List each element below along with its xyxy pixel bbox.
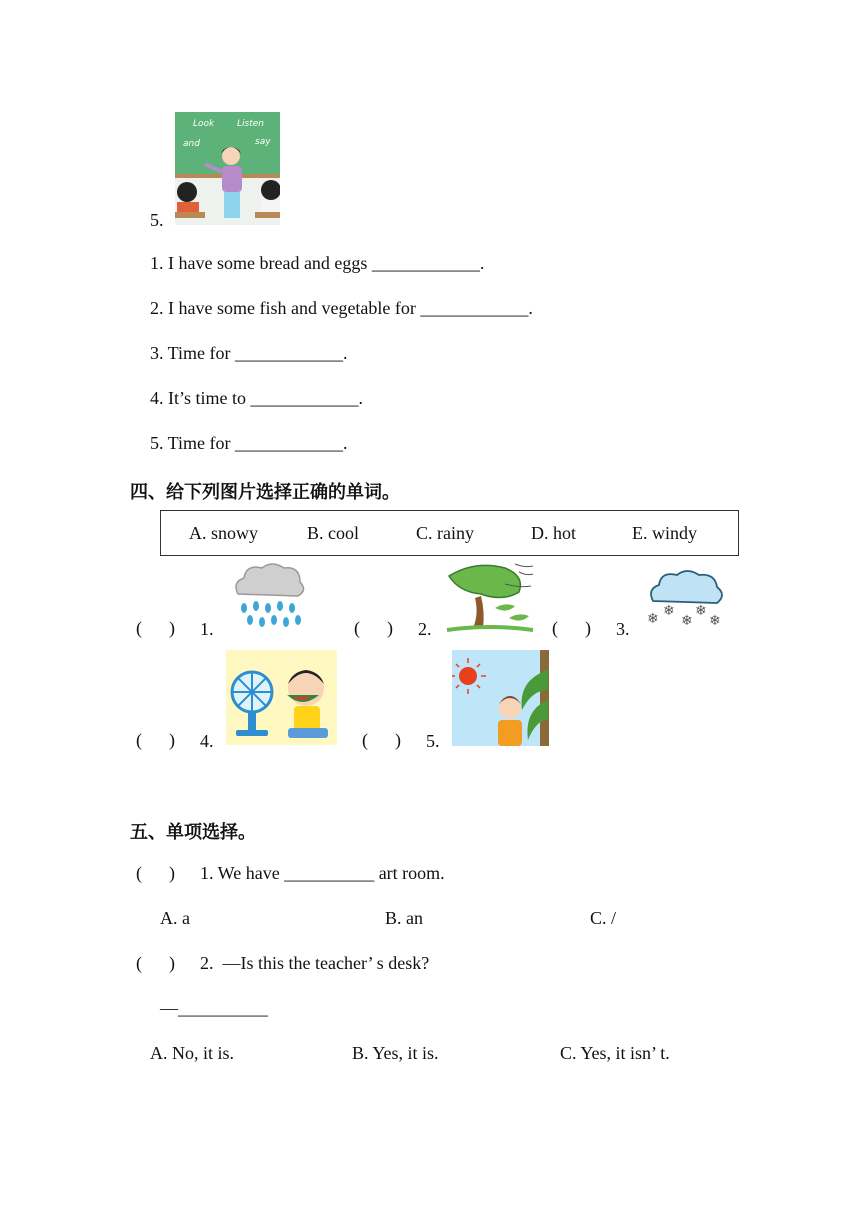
fill-in-sentence: 1. I have some bread and eggs ____________.	[150, 253, 485, 273]
answer-line: —__________	[160, 998, 268, 1018]
choice-option[interactable]: B. an	[385, 908, 423, 928]
word-option: D. hot	[531, 523, 576, 543]
boy-with-fan-picture	[226, 650, 337, 745]
answer-paren[interactable]: ( )	[362, 730, 401, 750]
answer-paren[interactable]: ( )	[552, 618, 591, 638]
item-number: 3.	[616, 619, 630, 639]
word-option: E. windy	[632, 523, 697, 543]
answer-paren[interactable]: ( )	[136, 953, 175, 973]
word-option: C. rainy	[416, 523, 474, 543]
svg-text:and: and	[183, 139, 200, 149]
snow-cloud-picture	[645, 565, 727, 633]
classroom-teacher-picture	[175, 112, 280, 225]
windy-tree-picture	[445, 558, 535, 634]
word-option: A. snowy	[189, 523, 259, 543]
picture-question-number: 5.	[150, 210, 164, 230]
svg-text:❄: ❄	[709, 613, 721, 629]
answer-paren[interactable]: ( )	[136, 618, 175, 638]
choice-option[interactable]: A. No, it is.	[150, 1043, 235, 1063]
section-five-title: 五、单项选择。	[130, 822, 256, 843]
word-option: B. cool	[307, 523, 359, 543]
svg-text:❄: ❄	[647, 611, 659, 627]
question-text: 2. —Is this the teacher’ s desk?	[200, 953, 430, 973]
item-number: 5.	[426, 731, 440, 751]
fill-in-sentence: 3. Time for ____________.	[150, 343, 348, 363]
svg-text:❄: ❄	[695, 603, 707, 619]
svg-text:say: say	[255, 137, 271, 147]
item-number: 1.	[200, 619, 214, 639]
word-options-box	[160, 510, 739, 556]
item-number: 2.	[418, 619, 432, 639]
fill-in-sentence: 5. Time for ____________.	[150, 433, 348, 453]
choice-option[interactable]: C. Yes, it isn’ t.	[560, 1043, 670, 1063]
choice-option[interactable]: C. /	[590, 908, 617, 928]
svg-text:Listen: Listen	[237, 119, 264, 129]
choice-option[interactable]: A. a	[160, 908, 190, 928]
answer-paren[interactable]: ( )	[136, 730, 175, 750]
svg-text:❄: ❄	[681, 613, 693, 629]
choice-option[interactable]: B. Yes, it is.	[352, 1043, 439, 1063]
answer-paren[interactable]: ( )	[354, 618, 393, 638]
question-text: 1. We have __________ art room.	[200, 863, 445, 883]
fill-in-sentence: 2. I have some fish and vegetable for ____________.	[150, 298, 533, 318]
answer-paren[interactable]: ( )	[136, 863, 175, 883]
section-four-title: 四、给下列图片选择正确的单词。	[130, 482, 400, 503]
svg-text:Look: Look	[193, 119, 215, 129]
svg-text:❄: ❄	[663, 603, 675, 619]
item-number: 4.	[200, 731, 214, 751]
sunny-day-picture	[452, 650, 549, 746]
rain-cloud-picture	[228, 560, 308, 632]
fill-in-sentence: 4. It’s time to ____________.	[150, 388, 363, 408]
